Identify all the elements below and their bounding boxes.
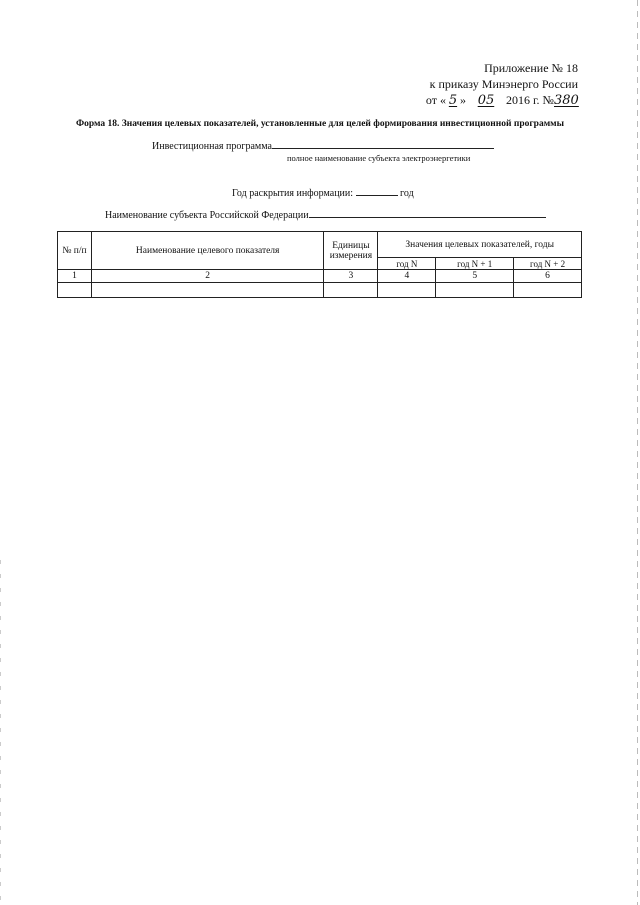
empty-cell xyxy=(58,283,92,298)
table-row xyxy=(58,283,582,298)
disclosure-year-line xyxy=(232,186,414,199)
appendix-date-line xyxy=(426,92,578,109)
empty-cell xyxy=(514,283,582,298)
header-year-n2: год N + 2 xyxy=(514,258,582,270)
empty-cell xyxy=(378,283,436,298)
disclosure-year-blank xyxy=(356,186,398,196)
column-number: 6 xyxy=(514,270,582,283)
column-number: 2 xyxy=(91,270,324,283)
form-title: Форма 18. Значения целевых показателей, установленные для целей формирования инвестиционной программы xyxy=(75,119,565,129)
region-line xyxy=(105,208,546,221)
disclosure-year-suffix: год xyxy=(400,188,414,199)
program-caption: полное наименование субъекта электроэнергетики xyxy=(287,153,471,163)
program-line xyxy=(152,139,494,152)
empty-cell xyxy=(324,283,378,298)
target-indicators-table xyxy=(57,231,582,298)
column-number: 3 xyxy=(324,270,378,283)
empty-cell xyxy=(436,283,514,298)
header-indicator-name: Наименование целевого показателя xyxy=(91,232,324,270)
region-blank xyxy=(309,208,546,218)
column-number: 5 xyxy=(436,270,514,283)
program-blank xyxy=(272,139,494,149)
header-units: Единицы измерения xyxy=(324,232,378,270)
header-values-group: Значения целевых показателей, годы xyxy=(378,232,582,258)
scan-edge-right xyxy=(637,0,638,905)
appendix-order: к приказу Минэнерго России xyxy=(429,77,578,91)
column-number: 1 xyxy=(58,270,92,283)
column-numbers-row xyxy=(58,270,582,283)
disclosure-year-label: Год раскрытия информации: xyxy=(232,188,354,199)
appendix-day: 5 xyxy=(448,93,458,108)
appendix-year: 2016 г. № xyxy=(502,93,554,107)
header-row xyxy=(58,232,582,258)
header-number: № п/п xyxy=(58,232,92,270)
appendix-month: 05 xyxy=(477,93,495,108)
program-label: Инвестиционная программа xyxy=(152,141,272,152)
empty-cell xyxy=(91,283,324,298)
appendix-block xyxy=(426,60,578,109)
region-label: Наименование субъекта Российской Федерации xyxy=(105,210,309,221)
header-year-n: год N xyxy=(378,258,436,270)
scan-edge-left xyxy=(0,560,1,905)
appendix-quote: » xyxy=(459,93,466,107)
appendix-number: 380 xyxy=(554,93,579,108)
header-year-n1: год N + 1 xyxy=(436,258,514,270)
appendix-title: Приложение № 18 xyxy=(484,61,578,75)
appendix-from: от « xyxy=(425,93,446,107)
column-number: 4 xyxy=(378,270,436,283)
